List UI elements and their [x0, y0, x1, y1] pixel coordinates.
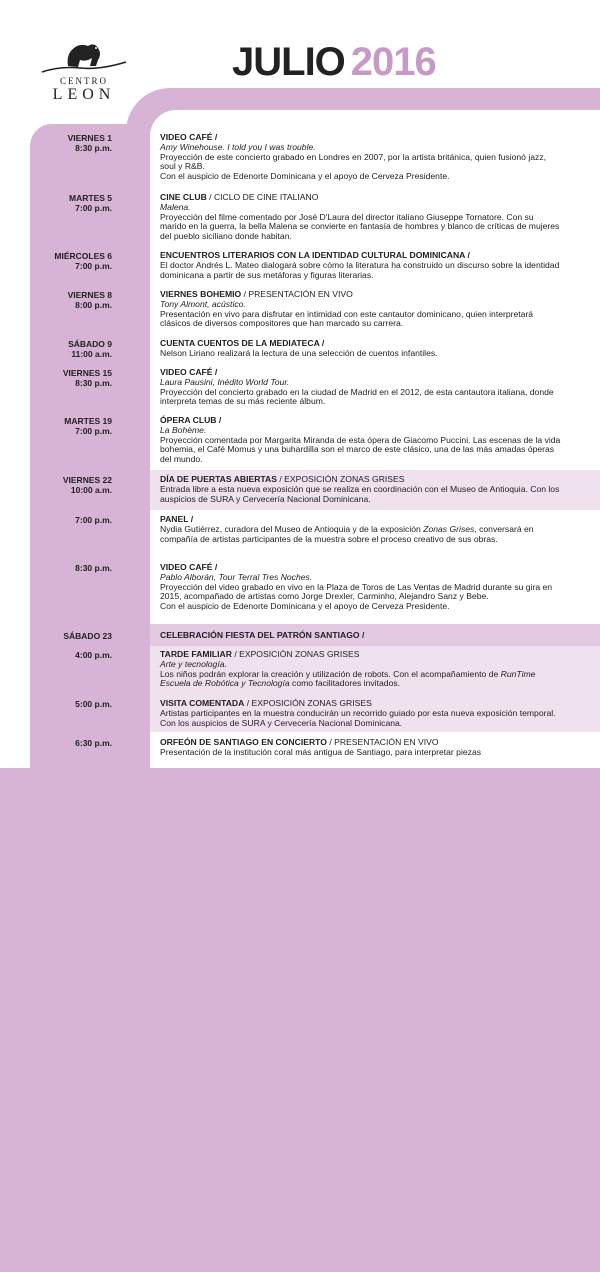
event-description: Nydia Gutiérrez, curadora del Museo de Antioquia y de la exposición Zonas Grises, conversará en compañía de artistas participantes de la muestra sobre el proceso creativo de sus obras. [160, 523, 534, 544]
event-body [160, 699, 562, 728]
event-description: Entrada libre a esta nueva exposición que se realiza en coordinación con el Museo de Antioquia. Con los auspicios de SURA y Cervecería Nacional Dominicana. [160, 483, 560, 504]
event-date: 4:00 p.m. [75, 650, 112, 660]
event-sponsor: Con el auspicio de Edenorte Dominicana y el apoyo de Cerveza Presidente. [160, 601, 450, 612]
event-date: VIERNES 15 8:30 p.m. [62, 368, 112, 388]
logo-text-top: CENTRO [60, 76, 108, 86]
event-date: 6:30 p.m. [75, 738, 112, 748]
event-title: CELEBRACIÓN FIESTA DEL PATRÓN SANTIAGO / [160, 630, 365, 640]
event-subtitle: Tony Almont, acústico. [160, 298, 246, 309]
event-subtitle: Malena. [160, 201, 191, 212]
event-body [160, 416, 562, 465]
event-date: MARTES 5 7:00 p.m. [69, 193, 112, 213]
event-body [160, 368, 562, 407]
event-description: Proyección de este concierto grabado en Londres en 2007, por la artista británica, quien fusionó jazz, soul y R&B. [160, 151, 547, 172]
event-description: Proyección del video grabado en vivo en la Plaza de Toros de Las Ventas de Madrid durante su gira en 2015, acompañado de artistas como Jorge Drexler, Carminho, Alejandro Sanz y Bebe. [160, 581, 553, 602]
event-date: MIÉRCOLES 6 7:00 p.m. [54, 251, 112, 271]
centro-leon-logo [36, 40, 132, 104]
event-body [160, 290, 562, 329]
event-sponsor: Con el auspicio de Edenorte Dominicana y el apoyo de Cerveza Presidente. [160, 171, 450, 182]
event-body [160, 251, 562, 280]
event-title: VIDEO CAFÉ / [160, 367, 218, 377]
event-description: Artistas participantes en la muestra conducirán un recorrido guiado por esta nueva exposición temporal. Con los auspicios de SURA y Cervecería Nacional Dominicana. [160, 707, 556, 728]
event-date: VIERNES 8 8:00 p.m. [67, 290, 112, 310]
event-title: VIDEO CAFÉ / [160, 132, 218, 142]
event-date: VIERNES 1 8:30 p.m. [67, 133, 112, 153]
event-date: 5:00 p.m. [75, 699, 112, 709]
event-title: TARDE FAMILIAR / EXPOSICIÓN ZONAS GRISES [160, 649, 360, 659]
event-subtitle: Laura Pausini, Inédito World Tour. [160, 376, 290, 387]
event-title: VISITA COMENTADA / EXPOSICIÓN ZONAS GRISES [160, 698, 372, 708]
event-title: ÓPERA CLUB / [160, 415, 222, 425]
event-title: ENCUENTROS LITERARIOS CON LA IDENTIDAD CULTURAL DOMINICANA / [160, 250, 470, 260]
event-date: 8:30 p.m. [75, 563, 112, 573]
logo-text-main: LEON [52, 86, 116, 103]
event-title: CUENTA CUENTOS DE LA MEDIATECA / [160, 338, 325, 348]
event-description: Proyección del filme comentado por José D'Laura del director italiano Giuseppe Tornatore. Con su marido en la guerra, la bella Malena se convierte en fantasía de hombres y blanco de críticas de mujeres del pueblo siciliano donde habitan. [160, 211, 560, 242]
event-body [160, 631, 562, 641]
event-description: El doctor Andrés L. Mateo dialogará sobre cómo la literatura ha construido un discurso sobre la identidad dominicana a partir de sus metáforas y figuras literarias. [160, 259, 560, 280]
title-month: JULIO [232, 40, 345, 84]
event-description: Proyección del concierto grabado en la ciudad de Madrid en el 2012, de esta cantautora italiana, donde interpreta temas de su más reciente álbum. [160, 386, 554, 407]
bottom-panel [0, 768, 600, 1272]
event-body [160, 650, 562, 689]
event-body [160, 193, 562, 242]
event-subtitle: Pablo Alborán, Tour Terral Tres Noches. [160, 571, 313, 582]
event-body [160, 339, 562, 359]
event-body [160, 133, 562, 182]
event-date: 7:00 p.m. [75, 515, 112, 525]
event-description: Presentación en vivo para disfrutar en intimidad con este cantautor dominicano, quien interpretará clásicos de diversos compositores que han marcado su carrera. [160, 308, 534, 329]
event-body [160, 563, 562, 612]
date-column-band [30, 124, 150, 772]
event-title: VIDEO CAFÉ / [160, 562, 218, 572]
event-title: CINE CLUB / CICLO DE CINE ITALIANO [160, 192, 319, 202]
event-title: PANEL / [160, 514, 194, 524]
event-title: ORFEÓN DE SANTIAGO EN CONCIERTO / PRESENTACIÓN EN VIVO [160, 737, 439, 747]
event-subtitle: Amy Winehouse. I told you I was trouble. [160, 141, 316, 152]
event-subtitle: La Bohème. [160, 424, 207, 435]
lion-icon [40, 40, 128, 76]
event-body [160, 475, 562, 504]
event-subtitle: Arte y tecnología. [160, 658, 227, 669]
event-description: Proyección comentada por Margarita Miranda de esta ópera de Giacomo Puccini. Las escenas de la vida bohemia, el Café Momus y una buhardilla son el marco de este clásico, una de las más amadas óperas del mundo. [160, 434, 561, 465]
event-date: VIERNES 22 10:00 a.m. [62, 475, 112, 495]
event-body [160, 515, 562, 544]
event-date: MARTES 19 7:00 p.m. [64, 416, 112, 436]
event-date: SÁBADO 23 [63, 631, 112, 641]
event-description: Nelson Liriano realizará la lectura de una selección de cuentos infantiles. [160, 347, 438, 358]
event-title: VIERNES BOHEMIO / PRESENTACIÓN EN VIVO [160, 289, 353, 299]
event-title: DÍA DE PUERTAS ABIERTAS / EXPOSICIÓN ZONAS GRISES [160, 474, 405, 484]
event-description: Presentación de la institución coral más antigua de Santiago, para interpretar piezas [160, 746, 482, 757]
page-title [232, 40, 436, 84]
event-description: Los niños podrán explorar la creación y utilización de robots. Con el acompañamiento de RunTime Escuela de Robótica y Tecnología como facilitadores invitados. [160, 668, 536, 689]
event-body [160, 738, 562, 758]
title-year: 2016 [350, 40, 436, 84]
event-date: SÁBADO 9 11:00 a.m. [68, 339, 112, 359]
